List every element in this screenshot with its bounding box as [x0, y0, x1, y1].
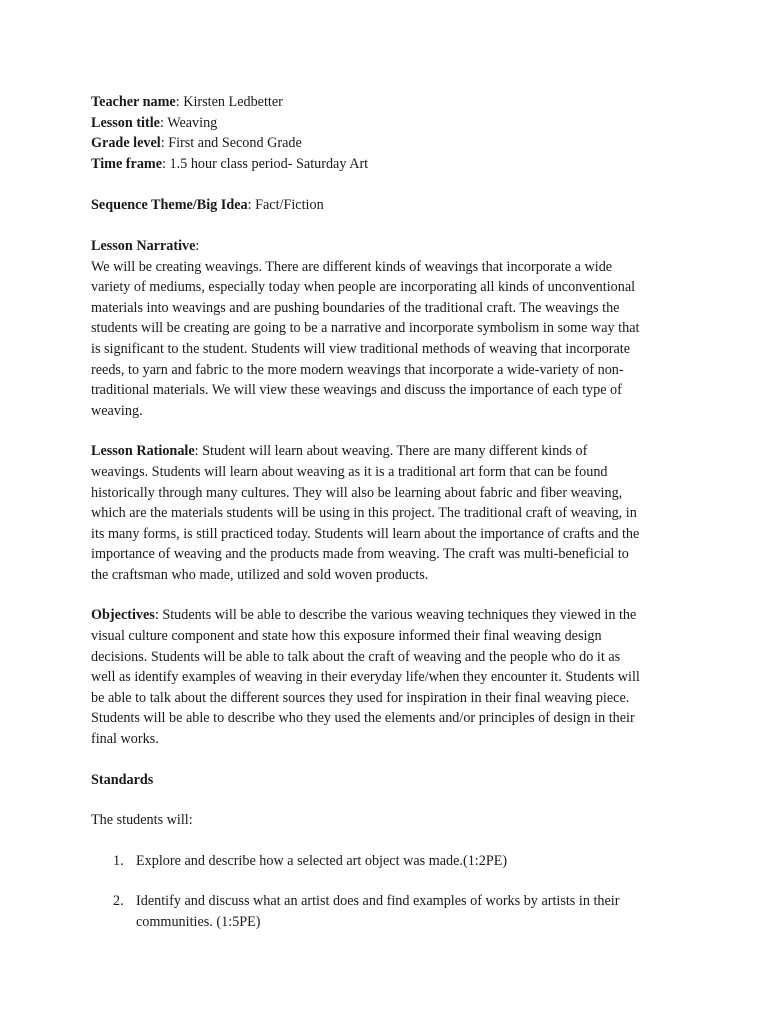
teacher-name-label: Teacher name — [91, 94, 176, 110]
paragraph-line: the craftsman who made, utilized and sold woven products. — [91, 566, 429, 583]
sequence-theme-value: : Fact/Fiction — [247, 197, 324, 214]
lesson-rationale-paragraph — [91, 441, 681, 585]
lesson-narrative-label: Lesson Narrative — [91, 237, 196, 254]
paragraph-line: well as identify examples of weaving in their everyday life/when they encounter it. Students will — [91, 669, 640, 686]
teacher-name-field — [91, 92, 681, 113]
lesson-title-label: Lesson title — [91, 114, 160, 131]
header-block — [91, 92, 681, 174]
grade-level-value: : First and Second Grade — [160, 135, 302, 152]
lesson-narrative-paragraph — [91, 257, 681, 422]
paragraph-line: Students will be able to describe who they used the elements and/or principles of design in their — [91, 710, 635, 727]
objectives-paragraph — [91, 605, 681, 749]
teacher-name-value: : Kirsten Ledbetter — [175, 94, 283, 110]
lesson-rationale-label: Lesson Rationale — [91, 443, 195, 460]
paragraph-line — [91, 605, 681, 626]
paragraph-line: which are the materials students will be using in this project. The traditional craft of weaving, in — [91, 505, 637, 522]
standards-list — [91, 851, 681, 933]
paragraph-line: historically through many cultures. They will also be learning about fabric and fiber weaving, — [91, 484, 623, 501]
paragraph-line: its many forms, is still practiced today. Students will learn about the importance of crafts and the — [91, 525, 640, 542]
lesson-rationale-intro: : Student will learn about weaving. There are many different kinds of — [194, 443, 588, 460]
time-frame-field — [91, 154, 681, 175]
standards-heading: Standards — [91, 771, 154, 788]
lesson-plan-document — [91, 92, 681, 933]
standards-intro: The students will: — [91, 812, 193, 829]
paragraph-line: visual culture component and state how this exposure informed their final weaving design — [91, 628, 602, 645]
paragraph-line: final works. — [91, 731, 159, 748]
paragraph-line: traditional materials. We will view these weavings and discuss the importance of each type of — [91, 382, 622, 399]
paragraph-line: variety of mediums, especially today when people are incorporating all kinds of unconventional — [91, 279, 636, 296]
lesson-title-field — [91, 113, 681, 134]
paragraph-line: weaving. — [91, 402, 143, 419]
paragraph-line: be able to talk about the different sources they used for inspiration in their final weaving piece. — [91, 689, 630, 706]
list-item-text: Explore and describe how a selected art object was made.(1:2PE) — [136, 852, 508, 869]
lesson-narrative-heading — [91, 236, 681, 257]
paragraph-line: materials into weavings and are pushing boundaries of the traditional craft. The weavings the — [91, 299, 620, 316]
list-item — [91, 851, 681, 872]
time-frame-label: Time frame — [91, 155, 163, 172]
list-item — [91, 891, 681, 932]
paragraph-line: decisions. Students will be able to talk about the craft of weaving and the people who do it as — [91, 648, 621, 665]
lesson-narrative-colon: : — [195, 237, 200, 254]
paragraph-line: weavings. Students will learn about weaving as it is a traditional art form that can be found — [91, 463, 608, 480]
grade-level-field — [91, 133, 681, 154]
lesson-title-value: : Weaving — [159, 114, 218, 131]
list-item-text: communities. (1:5PE) — [136, 914, 261, 930]
paragraph-line — [91, 441, 681, 462]
paragraph-line: reeds, to yarn and fabric to the more modern weavings that incorporate a wide-variety of non- — [91, 361, 624, 378]
objectives-label: Objectives — [91, 607, 155, 624]
list-item-text: Identify and discuss what an artist does and find examples of works by artists in their — [136, 893, 620, 910]
list-item-number: 2. — [113, 893, 124, 910]
time-frame-value: : 1.5 hour class period- Saturday Art — [162, 155, 369, 172]
objectives-intro: : Students will be able to describe the various weaving techniques they viewed in the — [154, 607, 637, 624]
paragraph-line: importance of weaving and the products made from weaving. The craft was multi-beneficial to — [91, 546, 629, 563]
paragraph-line: students will be creating are going to be a narrative and incorporate symbolism in some way that — [91, 320, 640, 337]
paragraph-line: is significant to the student. Students will view traditional methods of weaving that incorporate — [91, 340, 631, 357]
list-item-number: 1. — [113, 852, 124, 869]
grade-level-label: Grade level — [91, 135, 161, 152]
sequence-theme-label: Sequence Theme/Big Idea — [91, 197, 248, 214]
paragraph-line: We will be creating weavings. There are different kinds of weavings that incorporate a wide — [91, 258, 613, 275]
sequence-theme-field — [91, 195, 681, 216]
